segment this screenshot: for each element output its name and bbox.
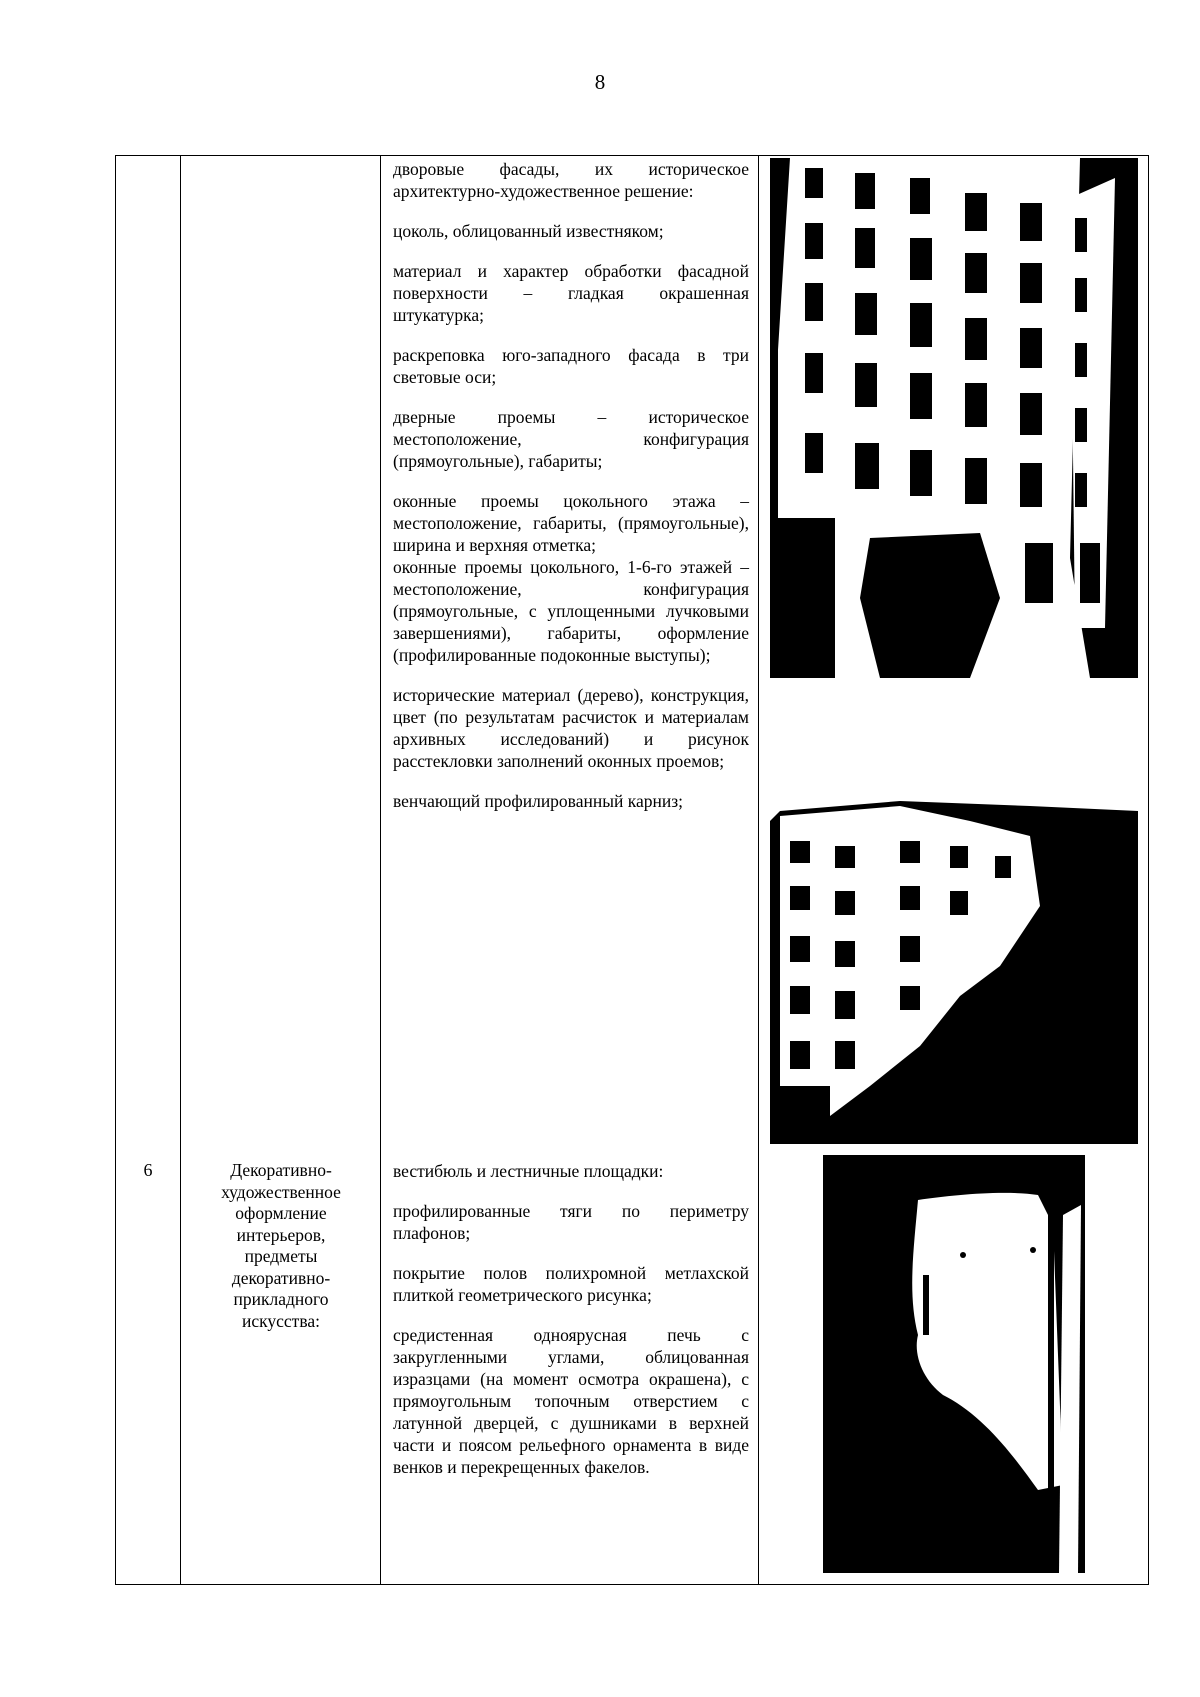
subject-line: интерьеров, [236,1224,326,1245]
column-divider [380,155,381,1585]
row-subject [182,1160,380,1332]
paragraph: раскреповка юго-западного фасада в три световые оси; [393,345,749,387]
column-divider [180,155,181,1585]
subject-line: оформление [235,1203,327,1223]
subject-line: декоративно- [231,1267,331,1288]
paragraph: покрытие полов полихромной метлахской плиткой геометрического рисунка; [393,1263,749,1305]
paragraph: венчающий профилированный карниз; [393,791,683,811]
facade-description [393,158,749,812]
courtyard-photo [770,786,1138,1144]
subject-line: искусства: [242,1310,320,1331]
paragraph: вестибюль и лестничные площадки: [393,1161,664,1181]
subject-line: прикладного [233,1289,329,1309]
facade-photo-drawing [770,158,1138,678]
stove-photo [823,1155,1085,1573]
subject-line: художественное [221,1181,341,1202]
interior-description [393,1160,749,1478]
subject-line: Декоративно- [230,1160,332,1180]
courtyard-photo-drawing [770,786,1138,1144]
page-number: 8 [594,70,606,94]
subject-line: предметы [244,1246,318,1266]
paragraph: исторические материал (дерево), конструкция, цвет (по результатам расчисток и материалам архивных исследований) и рисунок расстекловки заполнений оконных проемов; [393,685,749,771]
paragraph: средистенная одноярусная печь с закругленными углами, облицованная изразцами (на момент осмотра окрашена), с прямоугольным топочным отверстием с латунной дверцей, с душниками в верхней части и поясом рельефного орнамента в виде венков и перекрещенных факелов. [393,1325,749,1477]
paragraph: профилированные тяги по периметру плафонов; [393,1201,749,1243]
paragraph: материал и характер обработки фасадной поверхности – гладкая окрашенная штукатурка; [393,261,749,325]
paragraph: оконные проемы цокольного этажа – местоположение, габариты, (прямоугольные), ширина и верхняя отметка; [393,491,749,555]
paragraph: цоколь, облицованный известняком; [393,221,664,241]
paragraph: дверные проемы – историческое местоположение, конфигурация (прямоугольные), габариты; [393,407,749,471]
paragraph: оконные проемы цокольного, 1-6-го этажей – местоположение, конфигурация (прямоугольные, с уплощенными лучковыми завершениями), габариты, оформление (профилированные подоконные выступы); [393,557,749,665]
facade-photo [770,158,1138,678]
paragraph: дворовые фасады, их историческое архитектурно-художественное решение: [393,159,749,201]
stove-photo-drawing [823,1155,1085,1573]
row-number: 6 [143,1160,153,1180]
column-divider [758,155,759,1585]
